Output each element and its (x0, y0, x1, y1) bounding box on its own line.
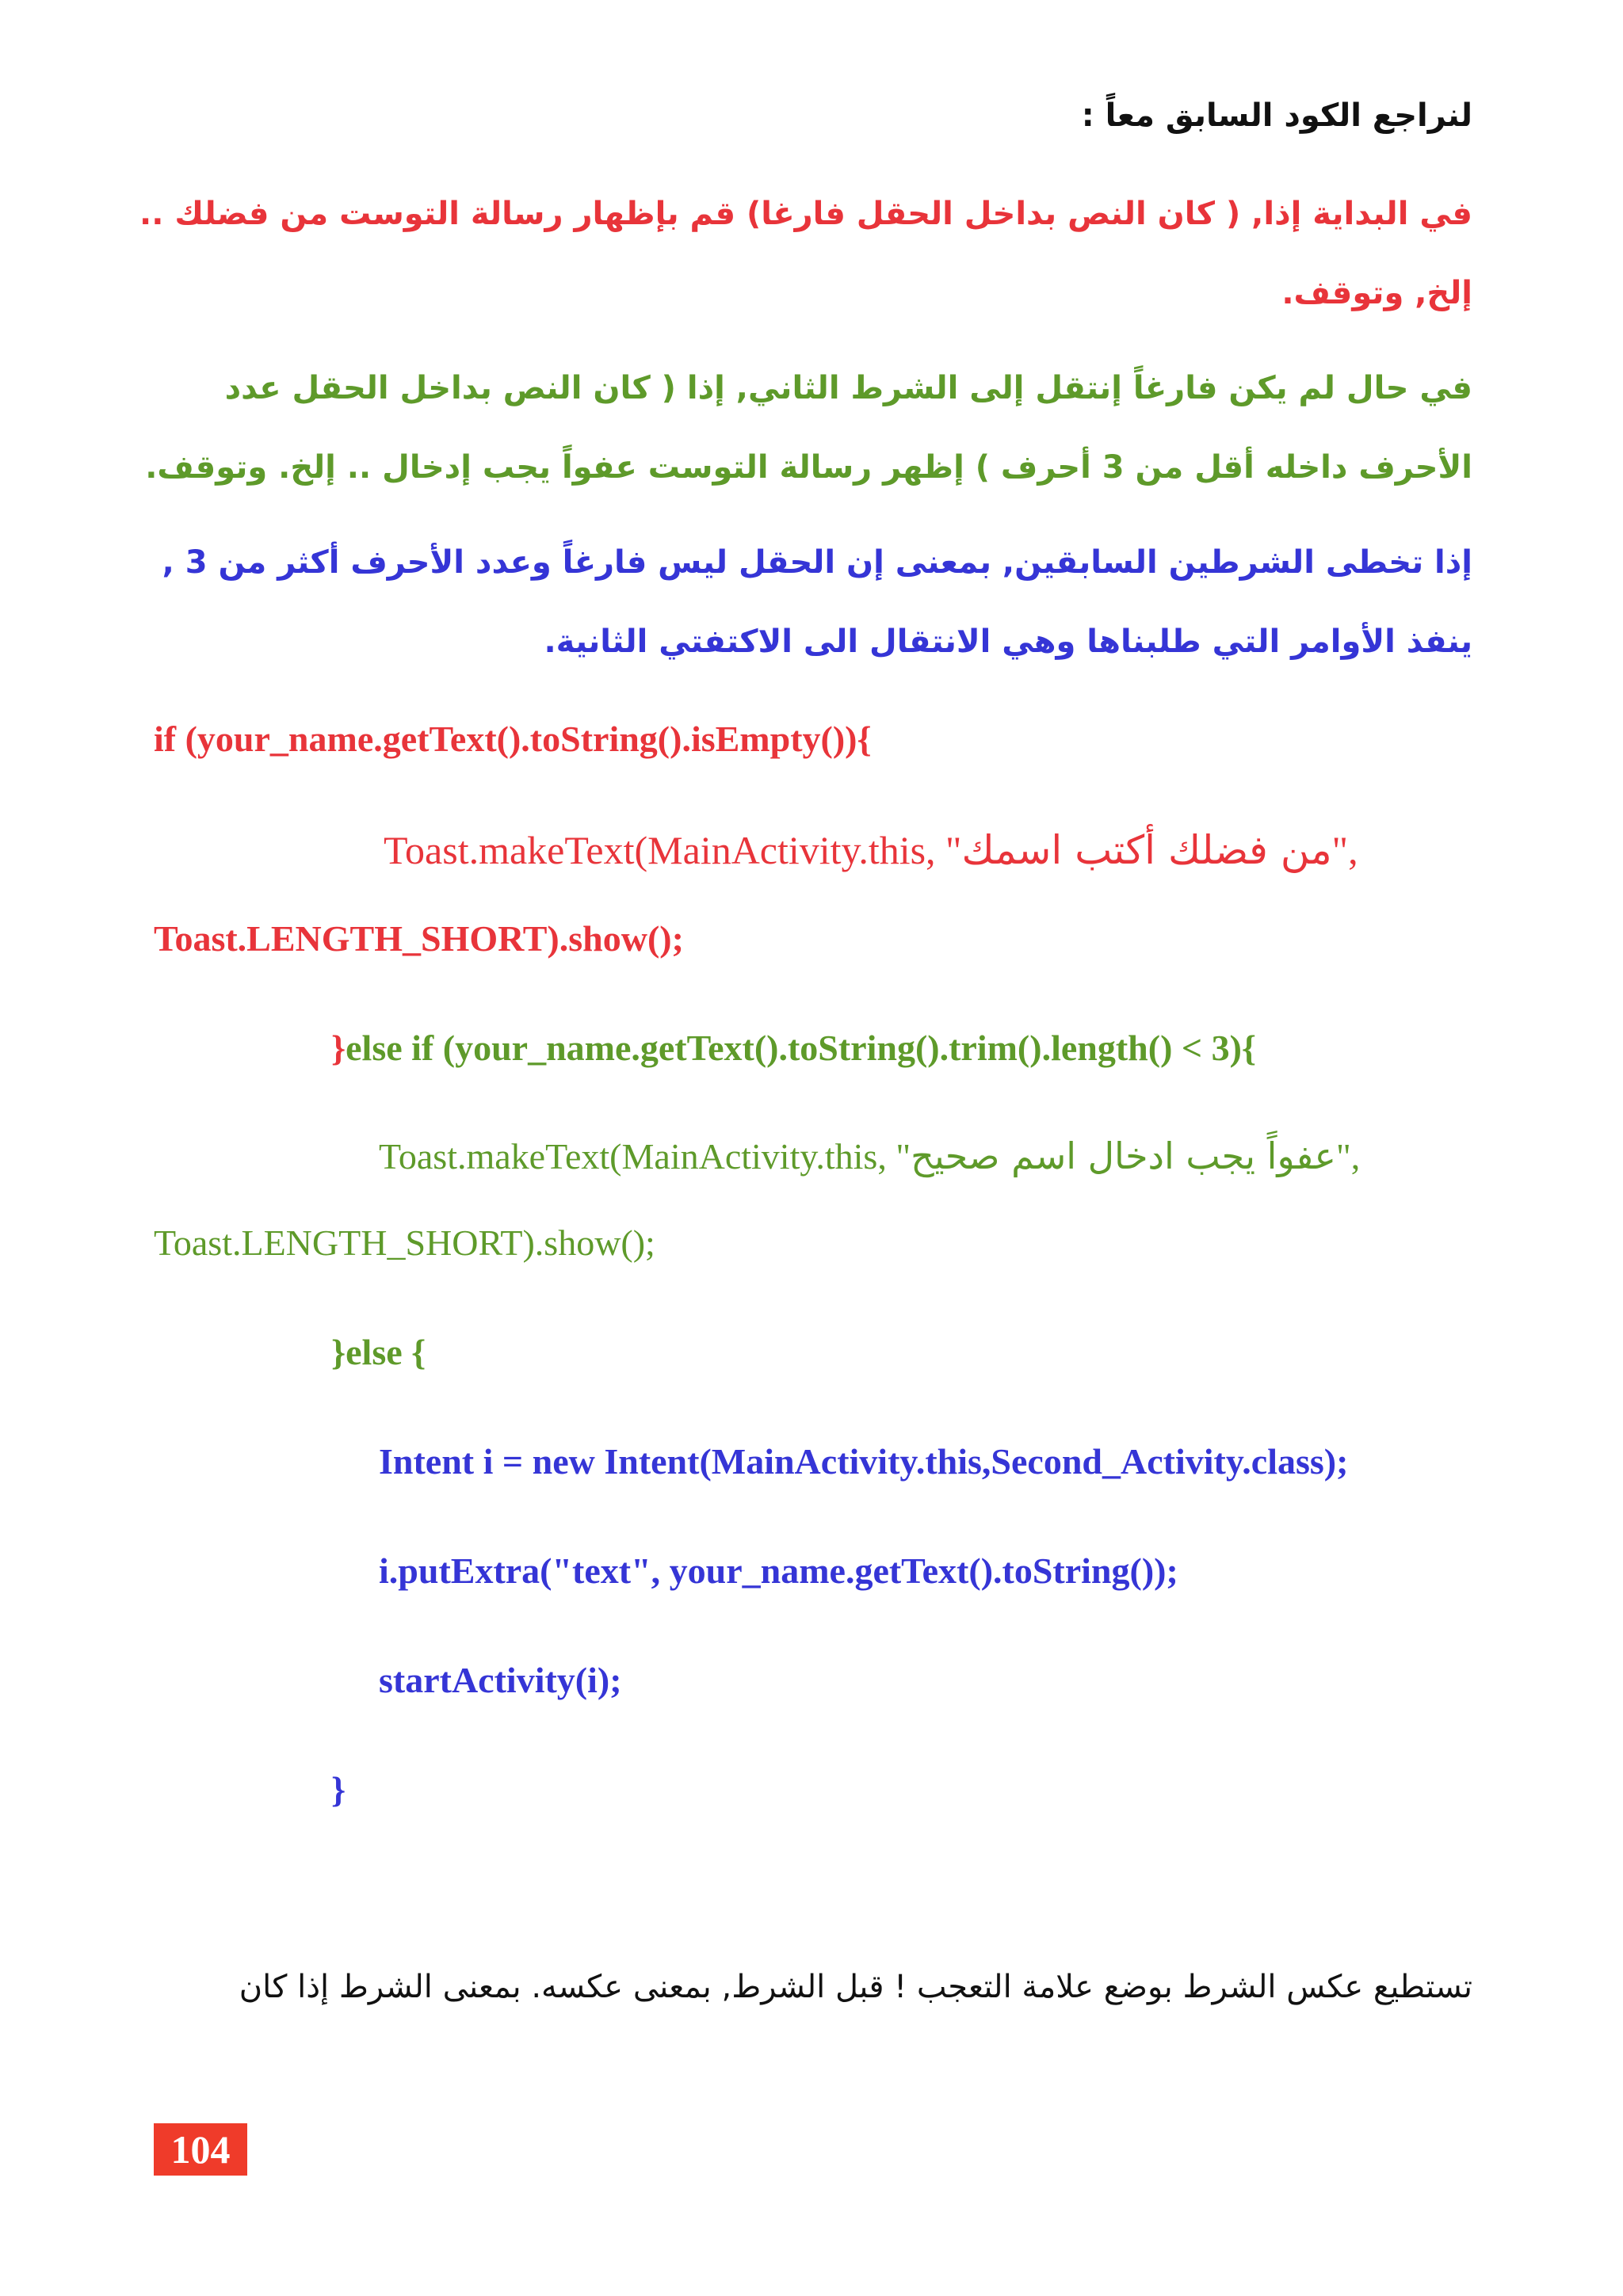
explain-p1-line1: في البداية إذا, ( كان النص بداخل الحقل فارغا) قم بإظهار رسالة التوست من فضلك .. (139, 196, 1472, 232)
page-number-badge: 104 (154, 2123, 247, 2176)
code-line-start-activity: startActivity(i); (379, 1660, 622, 1700)
explain-p2-line2: الأحرف داخله أقل من 3 أحرف ) إظهر رسالة التوست عفواً يجب إدخال .. إلخ. وتوقف. (145, 449, 1472, 486)
explain-p1-line2: إلخ, وتوقف. (1281, 275, 1472, 311)
code-toast-2-suffix: ", (1335, 1136, 1361, 1177)
code-line-length-short-1: Toast.LENGTH_SHORT).show(); (154, 918, 684, 959)
code-toast-2-arabic: عفواً يجب ادخال اسم صحيح (911, 1135, 1336, 1177)
code-line-length-short-2: Toast.LENGTH_SHORT).show(); (154, 1222, 655, 1263)
code-toast-1-arabic: من فضلك أكتب اسمك (961, 827, 1332, 873)
code-toast-2-prefix: Toast.makeText(MainActivity.this, " (379, 1136, 911, 1177)
code-toast-1-prefix: Toast.makeText(MainActivity.this, " (384, 828, 962, 872)
code-line-toast-1 (384, 827, 1358, 873)
code-else-if-condition: else if (your_name.getText().toString().trim().length() < 3){ (346, 1028, 1257, 1068)
section-heading: لنراجع الكود السابق معاً : (1081, 97, 1472, 134)
code-line-put-extra: i.putExtra("text", your_name.getText().toString()); (379, 1550, 1178, 1591)
code-line-close-brace: } (331, 1769, 346, 1810)
code-line-intent: Intent i = new Intent(MainActivity.this,Second_Activity.class); (379, 1441, 1349, 1482)
code-else-if-brace: } (331, 1028, 346, 1068)
explain-p3-line2: ينفذ الأوامر التي طلبناها وهي الانتقال الى الاكتفتي الثانية. (544, 624, 1472, 660)
explain-p3-line1: إذا تخطى الشرطين السابقين, بمعنى إن الحقل ليس فارغاً وعدد الأحرف أكثر من 3 , (162, 544, 1472, 581)
code-toast-1-suffix: ", (1331, 828, 1358, 872)
code-line-else: }else { (331, 1332, 426, 1372)
footer-paragraph: تستطيع عكس الشرط بوضع علامة التعجب ! قبل الشرط, بمعنى عكسه. بمعنى الشرط إذا كان (239, 1969, 1472, 2005)
explain-p2-line1: في حال لم يكن فارغاً إنتقل إلى الشرط الثاني, إذا ( كان النص بداخل الحقل عدد (224, 370, 1472, 406)
code-line-else-if (331, 1027, 1256, 1070)
code-line-if: if (your_name.getText().toString().isEmpty()){ (154, 719, 872, 759)
code-line-toast-2 (379, 1135, 1360, 1178)
